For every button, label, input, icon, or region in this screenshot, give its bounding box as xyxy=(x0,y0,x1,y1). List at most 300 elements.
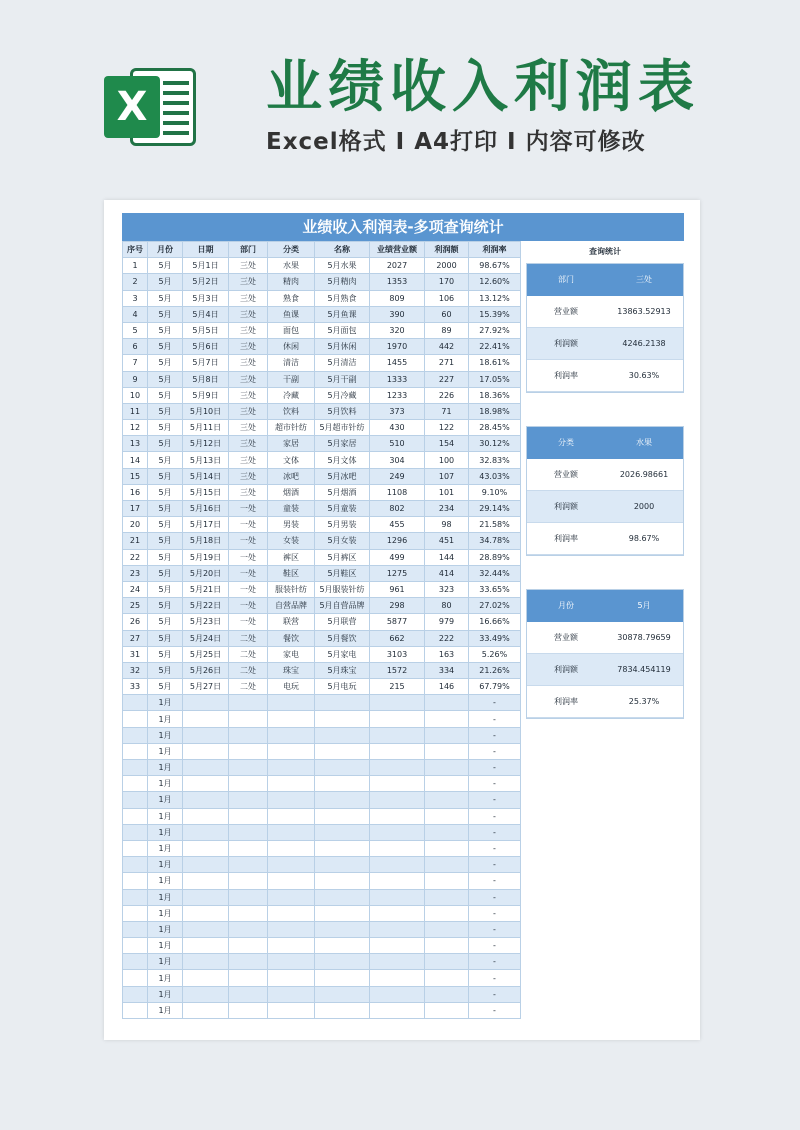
table-cell[interactable] xyxy=(183,727,229,743)
table-cell[interactable] xyxy=(268,727,315,743)
table-cell[interactable]: 1月 xyxy=(148,873,183,889)
table-cell[interactable]: 二处 xyxy=(229,646,268,662)
table-cell[interactable]: 家电 xyxy=(268,646,315,662)
table-cell[interactable]: 男装 xyxy=(268,517,315,533)
table-cell[interactable]: 1月 xyxy=(148,1002,183,1018)
table-cell[interactable]: 自营品牌 xyxy=(268,598,315,614)
table-cell[interactable]: 5月 xyxy=(148,646,183,662)
table-cell[interactable]: 33.49% xyxy=(469,630,521,646)
table-cell[interactable]: 饮料 xyxy=(268,403,315,419)
table-cell[interactable]: - xyxy=(469,824,521,840)
table-cell[interactable] xyxy=(123,970,148,986)
table-cell[interactable] xyxy=(425,970,469,986)
table-cell[interactable]: 31 xyxy=(123,646,148,662)
table-cell[interactable]: 1月 xyxy=(148,905,183,921)
table-cell[interactable] xyxy=(123,760,148,776)
table-cell[interactable]: 5月 xyxy=(148,581,183,597)
table-cell[interactable] xyxy=(425,695,469,711)
table-cell[interactable] xyxy=(268,695,315,711)
table-cell[interactable]: 26 xyxy=(123,614,148,630)
table-cell[interactable]: 5月服装针纺 xyxy=(315,581,370,597)
table-cell[interactable]: 5月22日 xyxy=(183,598,229,614)
table-cell[interactable] xyxy=(315,905,370,921)
table-cell[interactable]: 226 xyxy=(425,387,469,403)
table-cell[interactable] xyxy=(370,824,425,840)
table-cell[interactable] xyxy=(183,954,229,970)
table-cell[interactable]: 三处 xyxy=(229,371,268,387)
table-cell[interactable]: 5月 xyxy=(148,420,183,436)
table-cell[interactable]: 5月干副 xyxy=(315,371,370,387)
table-cell[interactable] xyxy=(183,857,229,873)
table-cell[interactable]: 802 xyxy=(370,501,425,517)
table-cell[interactable] xyxy=(183,840,229,856)
table-cell[interactable] xyxy=(123,727,148,743)
table-cell[interactable]: 三处 xyxy=(229,258,268,274)
table-cell[interactable] xyxy=(370,921,425,937)
table-cell[interactable]: 499 xyxy=(370,549,425,565)
table-cell[interactable]: 979 xyxy=(425,614,469,630)
table-cell[interactable] xyxy=(370,938,425,954)
table-cell[interactable]: 5月水果 xyxy=(315,258,370,274)
table-cell[interactable]: 1月 xyxy=(148,760,183,776)
table-cell[interactable] xyxy=(315,889,370,905)
table-cell[interactable] xyxy=(268,921,315,937)
table-cell[interactable]: 5月 xyxy=(148,484,183,500)
table-cell[interactable]: 5月 xyxy=(148,517,183,533)
table-cell[interactable] xyxy=(370,760,425,776)
table-cell[interactable]: 5月21日 xyxy=(183,581,229,597)
table-cell[interactable]: 373 xyxy=(370,403,425,419)
table-cell[interactable]: 98.67% xyxy=(469,258,521,274)
table-cell[interactable]: 451 xyxy=(425,533,469,549)
table-cell[interactable]: - xyxy=(469,873,521,889)
table-cell[interactable]: 三处 xyxy=(229,339,268,355)
table-cell[interactable] xyxy=(229,840,268,856)
table-cell[interactable]: 5月 xyxy=(148,306,183,322)
table-cell[interactable]: 304 xyxy=(370,452,425,468)
table-cell[interactable]: 18.61% xyxy=(469,355,521,371)
table-cell[interactable]: 5月 xyxy=(148,598,183,614)
table-cell[interactable]: 5月24日 xyxy=(183,630,229,646)
table-cell[interactable]: 5月3日 xyxy=(183,290,229,306)
table-cell[interactable] xyxy=(123,743,148,759)
table-cell[interactable] xyxy=(370,743,425,759)
table-cell[interactable]: - xyxy=(469,792,521,808)
table-cell[interactable]: 390 xyxy=(370,306,425,322)
table-cell[interactable]: - xyxy=(469,857,521,873)
table-cell[interactable]: 5月20日 xyxy=(183,565,229,581)
table-cell[interactable]: 冷藏 xyxy=(268,387,315,403)
table-cell[interactable] xyxy=(268,711,315,727)
table-cell[interactable] xyxy=(315,938,370,954)
table-cell[interactable]: 22 xyxy=(123,549,148,565)
table-cell[interactable]: 24 xyxy=(123,581,148,597)
table-cell[interactable]: 三处 xyxy=(229,403,268,419)
table-cell[interactable]: 89 xyxy=(425,322,469,338)
table-cell[interactable]: 154 xyxy=(425,436,469,452)
table-cell[interactable]: 13 xyxy=(123,436,148,452)
table-cell[interactable] xyxy=(268,857,315,873)
table-cell[interactable]: 5月7日 xyxy=(183,355,229,371)
table-cell[interactable]: - xyxy=(469,776,521,792)
table-cell[interactable]: 水果 xyxy=(268,258,315,274)
table-cell[interactable] xyxy=(370,1002,425,1018)
table-cell[interactable]: 三处 xyxy=(229,420,268,436)
table-cell[interactable] xyxy=(425,760,469,776)
table-cell[interactable]: 一处 xyxy=(229,533,268,549)
table-cell[interactable]: 5月5日 xyxy=(183,322,229,338)
table-cell[interactable] xyxy=(315,743,370,759)
table-cell[interactable]: 5月2日 xyxy=(183,274,229,290)
table-cell[interactable]: 1296 xyxy=(370,533,425,549)
table-cell[interactable]: 67.79% xyxy=(469,679,521,695)
table-cell[interactable]: 三处 xyxy=(229,355,268,371)
table-cell[interactable]: 5月 xyxy=(148,565,183,581)
table-cell[interactable]: 71 xyxy=(425,403,469,419)
table-cell[interactable]: 122 xyxy=(425,420,469,436)
table-cell[interactable] xyxy=(315,711,370,727)
table-cell[interactable] xyxy=(370,986,425,1002)
table-cell[interactable]: - xyxy=(469,711,521,727)
table-cell[interactable] xyxy=(123,792,148,808)
table-cell[interactable] xyxy=(425,986,469,1002)
table-cell[interactable]: 1275 xyxy=(370,565,425,581)
table-cell[interactable] xyxy=(123,986,148,1002)
table-cell[interactable]: 5月 xyxy=(148,630,183,646)
table-cell[interactable]: 28.45% xyxy=(469,420,521,436)
table-cell[interactable]: 33.65% xyxy=(469,581,521,597)
table-cell[interactable]: 裤区 xyxy=(268,549,315,565)
table-cell[interactable] xyxy=(315,857,370,873)
table-cell[interactable]: 23 xyxy=(123,565,148,581)
table-cell[interactable]: 5月 xyxy=(148,258,183,274)
table-cell[interactable]: 106 xyxy=(425,290,469,306)
table-cell[interactable]: 1970 xyxy=(370,339,425,355)
table-cell[interactable]: 5月25日 xyxy=(183,646,229,662)
table-cell[interactable]: 5月 xyxy=(148,452,183,468)
table-cell[interactable]: 21 xyxy=(123,533,148,549)
table-cell[interactable]: 1月 xyxy=(148,970,183,986)
table-cell[interactable] xyxy=(229,986,268,1002)
table-cell[interactable] xyxy=(229,808,268,824)
table-cell[interactable] xyxy=(183,743,229,759)
table-cell[interactable]: 98 xyxy=(425,517,469,533)
table-cell[interactable] xyxy=(268,776,315,792)
table-cell[interactable]: 5月 xyxy=(148,468,183,484)
table-cell[interactable]: 5月精肉 xyxy=(315,274,370,290)
table-cell[interactable]: 5月19日 xyxy=(183,549,229,565)
table-cell[interactable] xyxy=(183,889,229,905)
table-cell[interactable]: 32 xyxy=(123,662,148,678)
table-cell[interactable]: 14 xyxy=(123,452,148,468)
table-cell[interactable]: 三处 xyxy=(229,306,268,322)
table-cell[interactable]: 1月 xyxy=(148,857,183,873)
table-cell[interactable]: 餐饮 xyxy=(268,630,315,646)
table-cell[interactable] xyxy=(268,824,315,840)
table-cell[interactable]: 联营 xyxy=(268,614,315,630)
table-cell[interactable]: 家居 xyxy=(268,436,315,452)
stat-key-value[interactable]: 三处 xyxy=(636,275,652,284)
table-cell[interactable]: 服装针纺 xyxy=(268,581,315,597)
table-cell[interactable]: 5月 xyxy=(148,371,183,387)
table-cell[interactable] xyxy=(183,986,229,1002)
table-cell[interactable]: 1353 xyxy=(370,274,425,290)
table-cell[interactable]: 146 xyxy=(425,679,469,695)
table-cell[interactable] xyxy=(229,905,268,921)
table-cell[interactable] xyxy=(268,808,315,824)
table-cell[interactable]: 5月 xyxy=(148,533,183,549)
table-cell[interactable]: 27.02% xyxy=(469,598,521,614)
table-cell[interactable]: 5月27日 xyxy=(183,679,229,695)
table-cell[interactable]: 5月面包 xyxy=(315,322,370,338)
table-cell[interactable] xyxy=(425,1002,469,1018)
table-cell[interactable]: 一处 xyxy=(229,501,268,517)
table-cell[interactable] xyxy=(229,889,268,905)
table-cell[interactable] xyxy=(183,824,229,840)
table-cell[interactable]: 12 xyxy=(123,420,148,436)
table-cell[interactable] xyxy=(183,776,229,792)
table-cell[interactable]: 5月裤区 xyxy=(315,549,370,565)
table-cell[interactable]: 烟酒 xyxy=(268,484,315,500)
table-cell[interactable] xyxy=(183,1002,229,1018)
table-cell[interactable] xyxy=(183,808,229,824)
table-cell[interactable] xyxy=(183,695,229,711)
table-cell[interactable] xyxy=(425,905,469,921)
table-cell[interactable] xyxy=(370,840,425,856)
table-cell[interactable]: 163 xyxy=(425,646,469,662)
table-cell[interactable]: 15 xyxy=(123,468,148,484)
table-cell[interactable]: 1月 xyxy=(148,954,183,970)
table-cell[interactable] xyxy=(315,792,370,808)
stat-key-value[interactable]: 水果 xyxy=(636,438,652,447)
table-cell[interactable] xyxy=(268,743,315,759)
table-cell[interactable]: 2027 xyxy=(370,258,425,274)
table-cell[interactable]: 清洁 xyxy=(268,355,315,371)
table-cell[interactable] xyxy=(229,695,268,711)
table-cell[interactable]: 熟食 xyxy=(268,290,315,306)
table-cell[interactable]: 5月童装 xyxy=(315,501,370,517)
table-cell[interactable] xyxy=(229,954,268,970)
table-cell[interactable]: 222 xyxy=(425,630,469,646)
table-cell[interactable] xyxy=(229,873,268,889)
table-cell[interactable] xyxy=(425,727,469,743)
table-cell[interactable]: 21.26% xyxy=(469,662,521,678)
table-cell[interactable] xyxy=(370,857,425,873)
table-cell[interactable]: 5877 xyxy=(370,614,425,630)
table-cell[interactable]: 6 xyxy=(123,339,148,355)
table-cell[interactable]: 5月清洁 xyxy=(315,355,370,371)
table-cell[interactable] xyxy=(229,857,268,873)
table-cell[interactable] xyxy=(229,824,268,840)
table-cell[interactable]: 809 xyxy=(370,290,425,306)
table-cell[interactable] xyxy=(370,792,425,808)
table-cell[interactable]: 童装 xyxy=(268,501,315,517)
table-cell[interactable]: 三处 xyxy=(229,468,268,484)
table-cell[interactable]: 5月 xyxy=(148,501,183,517)
table-cell[interactable]: 9 xyxy=(123,371,148,387)
table-cell[interactable] xyxy=(268,792,315,808)
table-cell[interactable]: 170 xyxy=(425,274,469,290)
table-cell[interactable] xyxy=(123,695,148,711)
table-cell[interactable]: 5月家居 xyxy=(315,436,370,452)
table-cell[interactable] xyxy=(123,1002,148,1018)
table-cell[interactable] xyxy=(123,889,148,905)
table-cell[interactable]: - xyxy=(469,921,521,937)
table-cell[interactable] xyxy=(370,711,425,727)
table-cell[interactable]: 5月冰吧 xyxy=(315,468,370,484)
table-cell[interactable]: 一处 xyxy=(229,549,268,565)
table-cell[interactable]: 5月23日 xyxy=(183,614,229,630)
table-cell[interactable]: 5月 xyxy=(148,274,183,290)
table-cell[interactable]: 60 xyxy=(425,306,469,322)
table-cell[interactable] xyxy=(183,792,229,808)
table-cell[interactable]: 5月超市针纺 xyxy=(315,420,370,436)
table-cell[interactable]: 43.03% xyxy=(469,468,521,484)
table-cell[interactable] xyxy=(315,824,370,840)
table-cell[interactable] xyxy=(425,938,469,954)
table-cell[interactable]: 30.12% xyxy=(469,436,521,452)
table-cell[interactable]: 100 xyxy=(425,452,469,468)
table-cell[interactable]: 2000 xyxy=(425,258,469,274)
table-cell[interactable]: 5月家电 xyxy=(315,646,370,662)
table-cell[interactable]: 鞋区 xyxy=(268,565,315,581)
table-cell[interactable]: 5月鞋区 xyxy=(315,565,370,581)
table-cell[interactable] xyxy=(370,873,425,889)
table-cell[interactable]: 430 xyxy=(370,420,425,436)
table-cell[interactable]: 34.78% xyxy=(469,533,521,549)
table-cell[interactable]: 5月8日 xyxy=(183,371,229,387)
table-cell[interactable]: 17 xyxy=(123,501,148,517)
table-cell[interactable]: 662 xyxy=(370,630,425,646)
table-cell[interactable]: 5月休闲 xyxy=(315,339,370,355)
table-cell[interactable]: 271 xyxy=(425,355,469,371)
table-cell[interactable]: - xyxy=(469,695,521,711)
table-cell[interactable] xyxy=(268,970,315,986)
table-cell[interactable] xyxy=(425,840,469,856)
table-cell[interactable] xyxy=(123,857,148,873)
table-cell[interactable]: 18.36% xyxy=(469,387,521,403)
table-cell[interactable]: 三处 xyxy=(229,274,268,290)
table-cell[interactable]: 5月1日 xyxy=(183,258,229,274)
table-cell[interactable] xyxy=(183,873,229,889)
table-cell[interactable] xyxy=(268,938,315,954)
table-cell[interactable]: 5月 xyxy=(148,614,183,630)
table-cell[interactable]: 三处 xyxy=(229,322,268,338)
table-cell[interactable]: 5月 xyxy=(148,549,183,565)
table-cell[interactable]: 1月 xyxy=(148,824,183,840)
table-cell[interactable]: 5月 xyxy=(148,403,183,419)
table-cell[interactable]: 16 xyxy=(123,484,148,500)
table-cell[interactable]: 7 xyxy=(123,355,148,371)
table-cell[interactable] xyxy=(229,760,268,776)
table-cell[interactable]: 227 xyxy=(425,371,469,387)
table-cell[interactable]: 1233 xyxy=(370,387,425,403)
table-cell[interactable]: 32.83% xyxy=(469,452,521,468)
table-cell[interactable] xyxy=(425,743,469,759)
table-cell[interactable] xyxy=(123,824,148,840)
table-cell[interactable] xyxy=(268,954,315,970)
table-cell[interactable]: 1月 xyxy=(148,695,183,711)
table-cell[interactable]: 三处 xyxy=(229,484,268,500)
table-cell[interactable]: 一处 xyxy=(229,614,268,630)
table-cell[interactable]: 249 xyxy=(370,468,425,484)
table-cell[interactable] xyxy=(315,970,370,986)
table-cell[interactable]: 11 xyxy=(123,403,148,419)
table-cell[interactable] xyxy=(183,970,229,986)
table-cell[interactable] xyxy=(425,824,469,840)
table-cell[interactable]: 一处 xyxy=(229,517,268,533)
table-cell[interactable] xyxy=(123,873,148,889)
table-cell[interactable] xyxy=(183,905,229,921)
table-cell[interactable]: 5月男装 xyxy=(315,517,370,533)
table-cell[interactable]: 5月烟酒 xyxy=(315,484,370,500)
table-cell[interactable]: 5月 xyxy=(148,339,183,355)
table-cell[interactable] xyxy=(370,905,425,921)
table-cell[interactable]: 5月 xyxy=(148,679,183,695)
table-cell[interactable] xyxy=(425,808,469,824)
table-cell[interactable] xyxy=(425,921,469,937)
table-cell[interactable]: 455 xyxy=(370,517,425,533)
table-cell[interactable]: 510 xyxy=(370,436,425,452)
table-cell[interactable] xyxy=(268,840,315,856)
table-cell[interactable] xyxy=(268,986,315,1002)
table-cell[interactable] xyxy=(123,905,148,921)
table-cell[interactable] xyxy=(229,743,268,759)
table-cell[interactable]: - xyxy=(469,808,521,824)
table-cell[interactable]: 5月 xyxy=(148,322,183,338)
table-cell[interactable]: 1月 xyxy=(148,776,183,792)
table-cell[interactable]: 1月 xyxy=(148,938,183,954)
table-cell[interactable]: 5月15日 xyxy=(183,484,229,500)
table-cell[interactable] xyxy=(123,954,148,970)
table-cell[interactable]: 5月饮料 xyxy=(315,403,370,419)
table-cell[interactable]: 1月 xyxy=(148,986,183,1002)
table-cell[interactable]: 13.12% xyxy=(469,290,521,306)
table-cell[interactable]: 5月联营 xyxy=(315,614,370,630)
table-cell[interactable] xyxy=(315,954,370,970)
table-cell[interactable] xyxy=(370,954,425,970)
table-cell[interactable]: 5 xyxy=(123,322,148,338)
table-cell[interactable]: - xyxy=(469,760,521,776)
table-cell[interactable] xyxy=(183,921,229,937)
table-cell[interactable]: 三处 xyxy=(229,387,268,403)
table-cell[interactable] xyxy=(123,711,148,727)
table-cell[interactable]: 超市针纺 xyxy=(268,420,315,436)
table-cell[interactable]: 320 xyxy=(370,322,425,338)
table-cell[interactable] xyxy=(315,1002,370,1018)
table-cell[interactable]: 215 xyxy=(370,679,425,695)
table-cell[interactable]: 28.89% xyxy=(469,549,521,565)
table-cell[interactable]: 文体 xyxy=(268,452,315,468)
table-cell[interactable]: 休闲 xyxy=(268,339,315,355)
table-cell[interactable] xyxy=(183,760,229,776)
table-cell[interactable] xyxy=(268,905,315,921)
table-cell[interactable]: 323 xyxy=(425,581,469,597)
table-cell[interactable]: 1月 xyxy=(148,808,183,824)
table-cell[interactable]: 5月6日 xyxy=(183,339,229,355)
table-cell[interactable]: 101 xyxy=(425,484,469,500)
table-cell[interactable] xyxy=(268,873,315,889)
table-cell[interactable] xyxy=(315,760,370,776)
table-cell[interactable] xyxy=(183,711,229,727)
table-cell[interactable] xyxy=(425,857,469,873)
table-cell[interactable]: 442 xyxy=(425,339,469,355)
table-cell[interactable]: 一处 xyxy=(229,581,268,597)
table-cell[interactable]: 1月 xyxy=(148,711,183,727)
table-cell[interactable]: 女装 xyxy=(268,533,315,549)
table-cell[interactable]: 5月文体 xyxy=(315,452,370,468)
table-cell[interactable]: 5月26日 xyxy=(183,662,229,678)
